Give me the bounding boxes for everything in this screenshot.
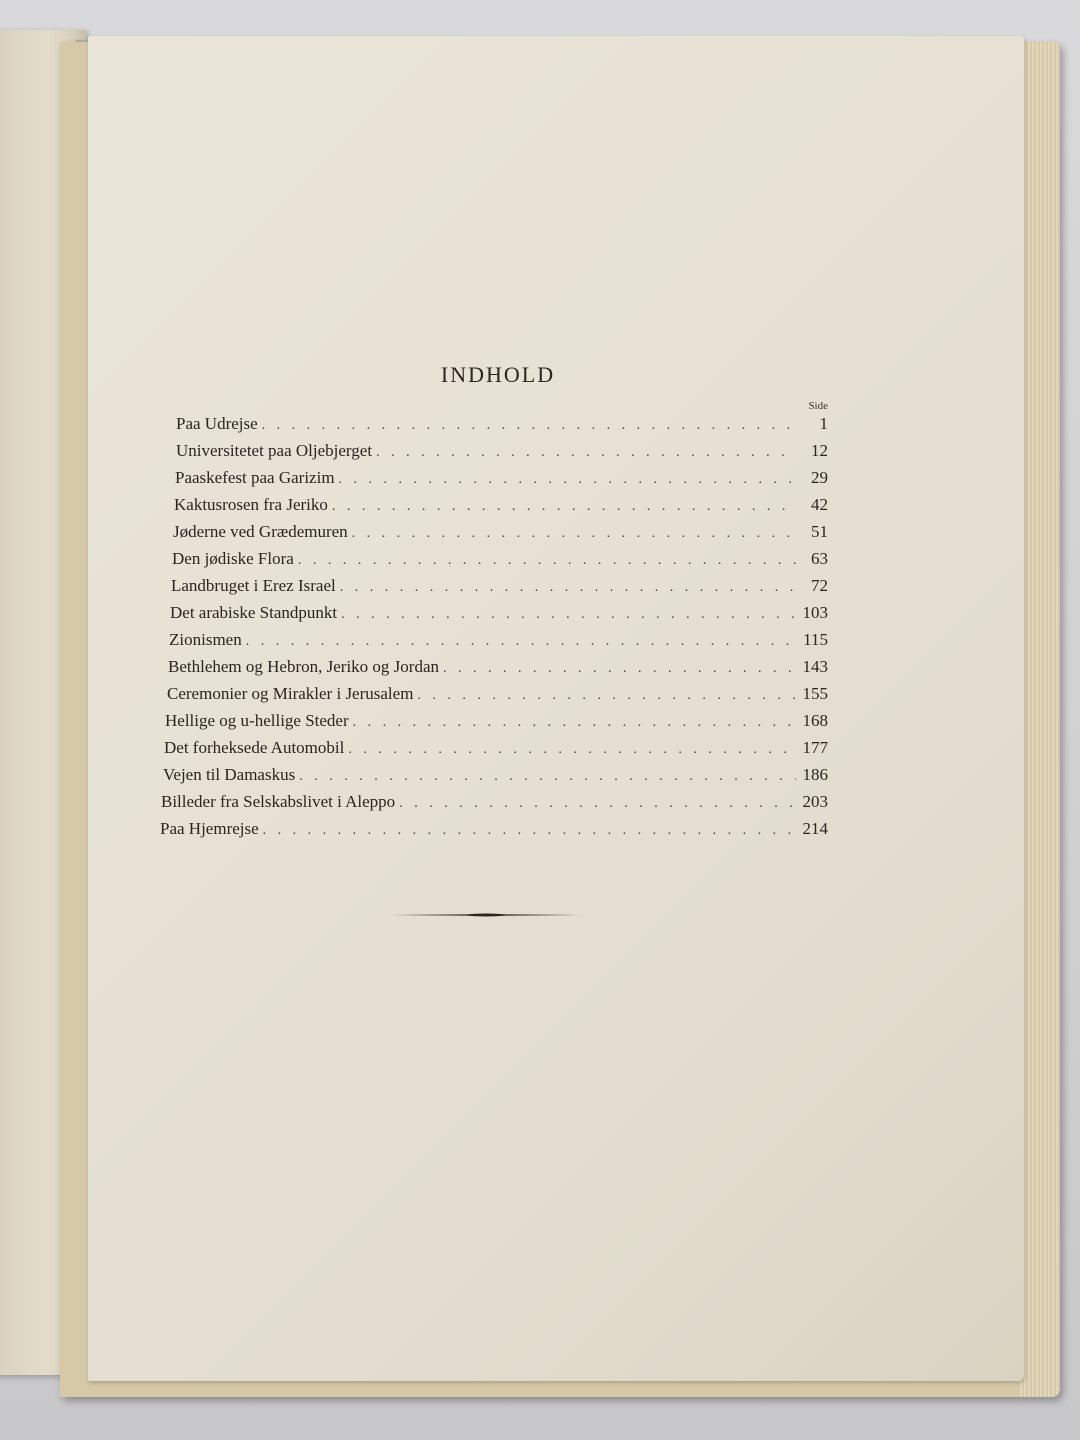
- entry-page: 168: [802, 711, 828, 730]
- entry-title: Bethlehem og Hebron, Jeriko og Jordan: [168, 657, 439, 676]
- leader-dots: [298, 553, 796, 569]
- entry-title: Hellige og u-hellige Steder: [165, 711, 349, 730]
- contents-entry: [160, 765, 828, 792]
- entry-page: 143: [802, 657, 828, 676]
- entry-title: Den jødiske Flora: [172, 549, 294, 568]
- leader-dots: [339, 472, 796, 488]
- leader-dots: [263, 823, 796, 839]
- contents-list: [160, 414, 828, 846]
- contents-entry: [160, 549, 828, 576]
- entry-title: Det forheksede Automobil: [164, 738, 345, 757]
- contents-entry: [160, 522, 828, 549]
- page-column-label: Side: [808, 400, 828, 412]
- leader-dots: [353, 715, 796, 731]
- entry-title: Det arabiske Standpunkt: [170, 603, 338, 622]
- leader-dots: [332, 499, 796, 515]
- entry-title: Jøderne ved Grædemuren: [173, 522, 348, 541]
- entry-page: 103: [802, 603, 828, 622]
- entry-page: 12: [811, 441, 828, 460]
- entry-title: Billeder fra Selskabslivet i Aleppo: [161, 792, 396, 811]
- entry-title: Ceremonier og Mirakler i Jerusalem: [167, 684, 414, 703]
- entry-page: 29: [811, 468, 828, 487]
- page-edges: [1020, 42, 1060, 1397]
- leader-dots: [262, 418, 796, 434]
- contents-entry: [160, 468, 828, 495]
- contents-entry: [160, 819, 828, 846]
- entry-title: Kaktusrosen fra Jeriko: [174, 495, 328, 514]
- entry-title: Zionismen: [169, 630, 242, 649]
- entry-page: 1: [819, 414, 828, 433]
- leader-dots: [341, 607, 796, 623]
- entry-page: 155: [802, 684, 828, 703]
- entry-title: Paa Hjemrejse: [160, 819, 259, 838]
- contents-entry: [160, 495, 828, 522]
- leader-dots: [417, 688, 796, 704]
- entry-page: 177: [802, 738, 828, 757]
- leader-dots: [348, 742, 796, 758]
- entry-page: 203: [802, 792, 828, 811]
- contents-entry: [160, 738, 828, 765]
- entry-page: 72: [811, 576, 828, 595]
- leader-dots: [340, 580, 796, 596]
- entry-page: 51: [811, 522, 828, 541]
- entry-title: Universitetet paa Oljebjerget: [176, 441, 373, 460]
- leader-dots: [376, 445, 796, 461]
- contents-page: [88, 36, 1024, 1381]
- entry-page: 214: [802, 819, 828, 838]
- entry-page: 186: [802, 765, 828, 784]
- contents-entry: [160, 684, 828, 711]
- leader-dots: [399, 796, 796, 812]
- contents-entry: [160, 576, 828, 603]
- contents-entry: [160, 441, 828, 468]
- ornamental-rule: [391, 910, 581, 920]
- leader-dots: [352, 526, 796, 542]
- entry-title: Vejen til Damaskus: [163, 765, 296, 784]
- contents-entry: [160, 711, 828, 738]
- entry-page: 63: [811, 549, 828, 568]
- leader-dots: [443, 661, 796, 677]
- entry-title: Paa Udrejse: [176, 414, 258, 433]
- leader-dots: [299, 769, 796, 785]
- contents-entry: [160, 630, 828, 657]
- entry-title: Paaskefest paa Garizim: [175, 468, 335, 487]
- entry-page: 42: [811, 495, 828, 514]
- contents-entry: [160, 792, 828, 819]
- entry-page: 115: [803, 630, 828, 649]
- contents-entry: [160, 603, 828, 630]
- entry-title: Landbruget i Erez Israel: [171, 576, 336, 595]
- contents-title: INDHOLD: [440, 362, 556, 387]
- contents-entry: [160, 414, 828, 441]
- leader-dots: [246, 634, 796, 650]
- contents-entry: [160, 657, 828, 684]
